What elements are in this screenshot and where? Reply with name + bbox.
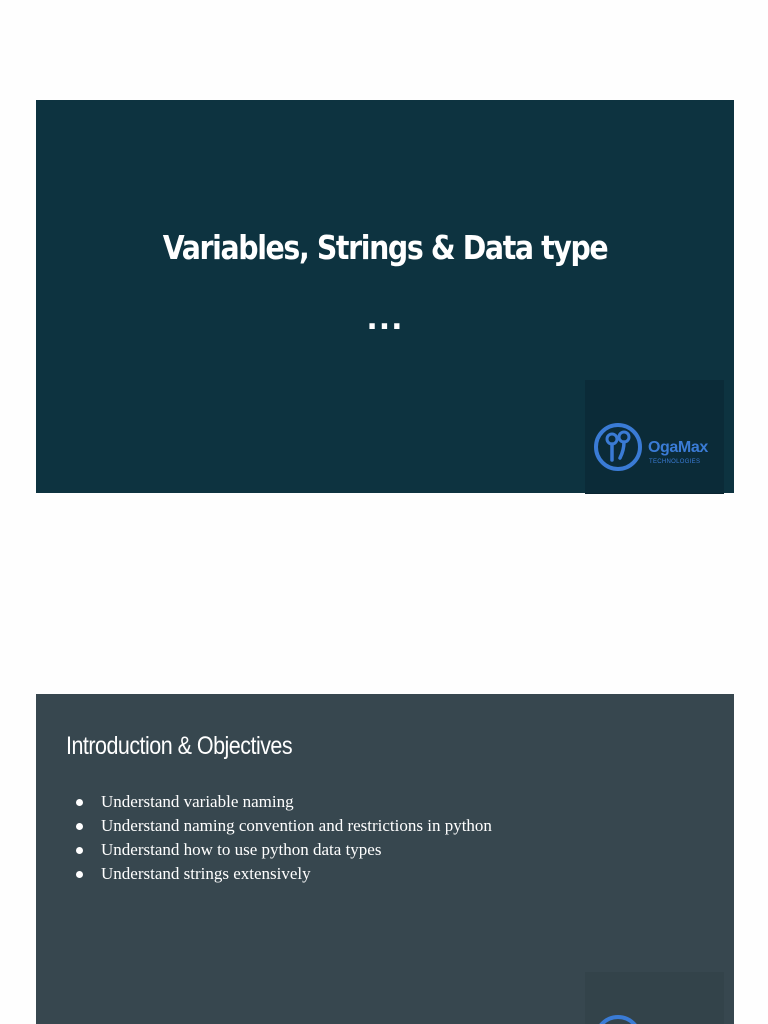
list-item-text: Understand naming convention and restrictions in python: [101, 816, 492, 835]
bullet-icon: [76, 847, 83, 854]
logo-wordmark: OgaMax: [648, 439, 708, 456]
company-logo: [585, 380, 724, 494]
bullet-icon: [76, 823, 83, 830]
title-slide: [36, 100, 734, 493]
list-item-text: Understand strings extensively: [101, 864, 311, 883]
list-item-text: Understand variable naming: [101, 792, 294, 811]
logo-tagline: TECHNOLOGIES: [649, 459, 701, 465]
objectives-slide: [36, 694, 734, 1024]
list-item: [74, 862, 492, 886]
bullet-icon: [76, 871, 83, 878]
list-item-text: Understand how to use python data types: [101, 840, 382, 859]
list-item: [74, 838, 492, 862]
bullet-icon: [76, 799, 83, 806]
slide-title: Variables, Strings & Data type: [162, 228, 608, 267]
ogamax-logo-icon: [593, 1014, 643, 1024]
company-logo-partial: [585, 972, 724, 1024]
slide-subtitle-ellipsis: ...: [366, 302, 404, 337]
objectives-title: Introduction & Objectives: [66, 732, 293, 760]
ogamax-logo-icon: [593, 422, 643, 472]
objectives-list: [74, 790, 492, 886]
list-item: [74, 814, 492, 838]
list-item: [74, 790, 492, 814]
